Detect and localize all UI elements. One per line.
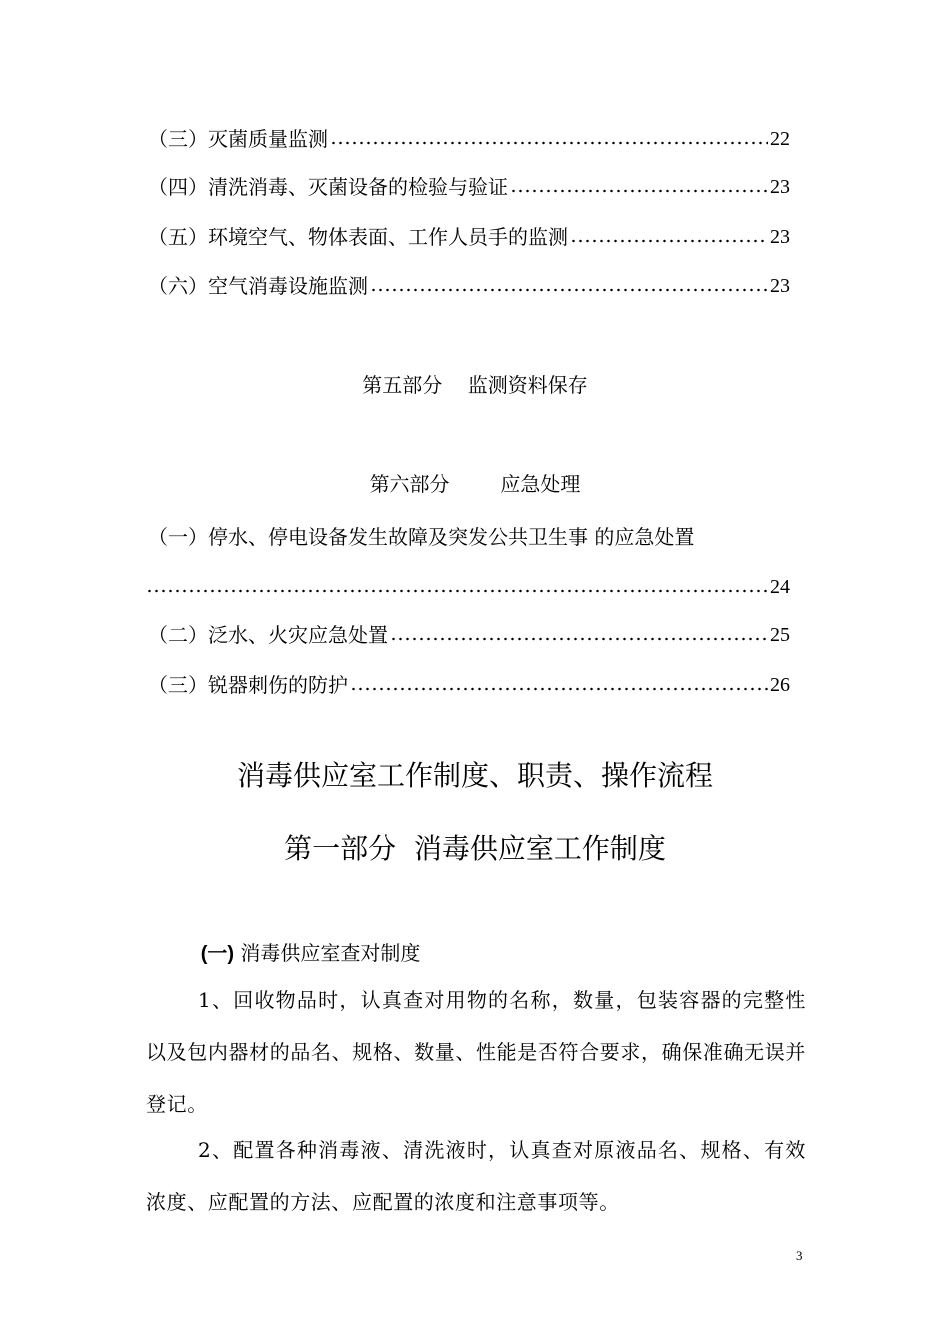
page-number: 3	[796, 1248, 803, 1263]
toc-leader-dots	[390, 636, 768, 642]
toc-entry-title: （六）空气消毒设施监测	[148, 274, 368, 298]
toc-entry-page: 25	[770, 624, 790, 646]
toc-entry-title: （二）泛水、火灾应急处置	[148, 623, 388, 647]
toc-leader-dots	[330, 140, 768, 146]
toc-entry-title-line	[148, 518, 848, 550]
body-paragraph: 1、回收物品时，认真查对用物的名称，数量，包装容器的完整性以及包内器材的品名、规格、数量、性能是否符合要求，确保准确无误并登记。	[146, 988, 806, 1116]
toc-entry-title: （三）灭菌质量监测	[148, 127, 328, 151]
toc-entry-page: 23	[770, 226, 790, 248]
toc-entry	[148, 168, 790, 200]
toc-entry-title: （三）锐器刺伤的防护	[148, 673, 348, 697]
toc-entry	[148, 120, 790, 152]
part6-heading: 第六部分 应急处理	[369, 472, 581, 496]
part1-title: 第一部分 消毒供应室工作制度	[284, 832, 666, 865]
toc-entry-page: 23	[770, 275, 790, 297]
toc-leader-dots	[570, 238, 768, 244]
toc-entry-title: （五）环境空气、物体表面、工作人员手的监测	[148, 225, 568, 249]
toc-entry	[148, 218, 790, 250]
section-heading	[188, 914, 420, 967]
toc-leader-dots	[370, 287, 768, 293]
toc-entry-page: 23	[770, 176, 790, 198]
toc-entry	[148, 267, 790, 299]
toc-entry-page: 26	[770, 674, 790, 696]
document-title: 消毒供应室工作制度、职责、操作流程	[236, 759, 713, 792]
part5-heading: 第五部分 监测资料保存	[362, 373, 588, 397]
toc-entry	[148, 666, 790, 698]
body-paragraph: 2、配置各种消毒液、清洗液时，认真查对原液品名、规格、有效浓度、应配置的方法、应配置的浓度和注意事项等。	[146, 1138, 806, 1214]
section-number: (一)	[200, 943, 235, 965]
toc-leader-dots	[146, 588, 768, 594]
toc-entry-title: （一）停水、停电设备发生故障及突发公共卫生事 的应急处置	[148, 525, 695, 549]
toc-leader-dots	[510, 188, 768, 194]
toc-entry-continuation	[146, 568, 790, 600]
toc-leader-dots	[350, 686, 768, 692]
section-title: 消毒供应室查对制度	[234, 941, 421, 965]
toc-entry-page: 22	[770, 128, 790, 150]
toc-entry-title: （四）清洗消毒、灭菌设备的检验与验证	[148, 175, 508, 199]
toc-entry	[148, 616, 790, 648]
toc-entry-page: 24	[770, 576, 790, 598]
